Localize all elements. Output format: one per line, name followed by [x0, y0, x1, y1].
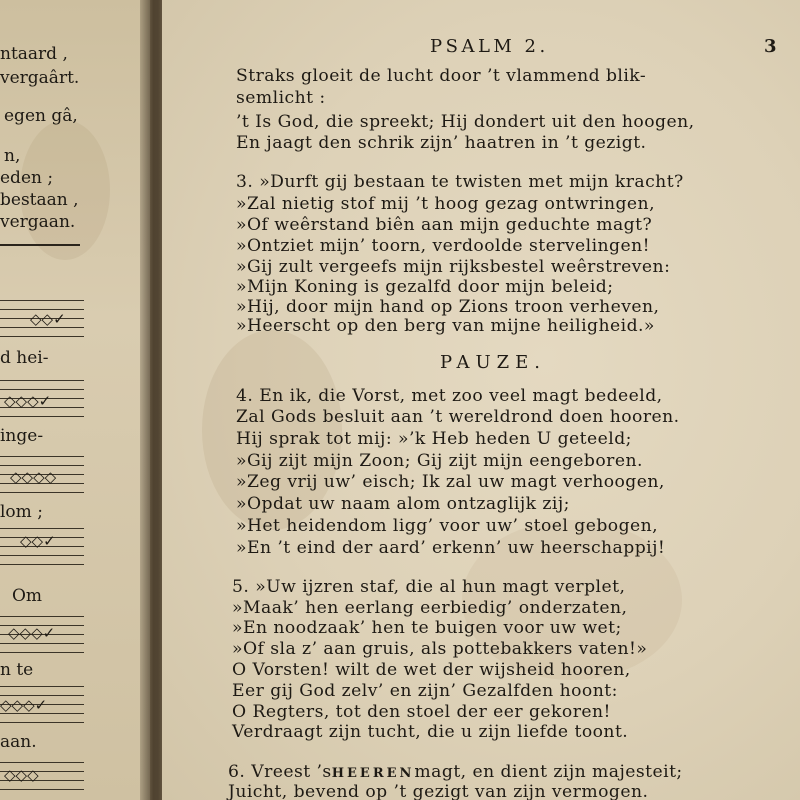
music-staff — [0, 686, 84, 726]
pauze-heading: PAUZE. — [440, 352, 546, 373]
poem-line: ’t Is God, die spreekt; Hij dondert uit den hoogen, — [236, 112, 695, 132]
music-note-icon: ◇◇◇◇ — [10, 468, 57, 486]
music-staff — [0, 762, 84, 800]
left-text-line: ntaard , — [0, 44, 68, 64]
verse6-suffix: magt, en dient zijn majesteit; — [414, 762, 683, 782]
music-staff — [0, 456, 84, 496]
music-note-icon: ◇◇✓ — [20, 532, 56, 550]
poem-line: »Zeg vrij uw’ eisch; Ik zal uw magt verhoogen, — [236, 472, 665, 492]
music-note-icon: ◇◇✓ — [30, 310, 66, 328]
poem-line: »En noodzaak’ hen te buigen voor uw wet; — [232, 618, 622, 638]
poem-line: »Maak’ hen eerlang eerbiedig’ onderzaten, — [232, 598, 628, 618]
poem-line: »Heerscht op den berg van mijne heiligheid.» — [236, 316, 655, 336]
poem-line: Straks gloeit de lucht door ’t vlammend blik- — [236, 66, 647, 86]
music-note-icon: ◇◇◇✓ — [4, 392, 52, 410]
music-note-icon: ◇◇◇✓ — [0, 696, 48, 714]
poem-line: »Of sla z’ aan gruis, als pottebakkers vaten!» — [232, 639, 648, 659]
left-text-line: inge- — [0, 426, 44, 446]
left-text-line: vergaârt. — [0, 68, 80, 88]
poem-line — [228, 762, 683, 784]
poem-line: »Gij zult vergeefs mijn rijksbestel weêrstreven: — [236, 257, 671, 277]
left-text-line: Om — [12, 586, 43, 606]
verse6-prefix: 6. Vreest ’s — [228, 762, 332, 782]
music-note-icon: ◇◇◇ — [4, 766, 39, 784]
left-text-line: eden ; — [0, 168, 54, 188]
left-text-line: vergaan. — [0, 212, 76, 232]
poem-line: »Ontziet mijn’ toorn, verdoolde stervelingen! — [236, 236, 651, 256]
left-page — [0, 0, 150, 800]
left-text-line: lom ; — [0, 502, 43, 522]
poem-line: Eer gij God zelv’ en zijn’ Gezalfden hoont: — [232, 681, 618, 701]
left-text-line: d hei- — [0, 348, 49, 368]
poem-line: O Regters, tot den stoel der eer gekoren! — [232, 702, 611, 722]
left-text-line: bestaan , — [0, 190, 79, 210]
poem-line: En jaagt den schrik zijn’ haatren in ’t gezigt. — [236, 133, 647, 153]
poem-line: »En ’t eind der aard’ erkenn’ uw heerschappij! — [236, 538, 666, 558]
music-note-icon: ◇◇◇✓ — [8, 624, 56, 642]
poem-line: Zal Gods besluit aan ’t wereldrond doen hooren. — [236, 407, 680, 427]
poem-line: Juicht, bevend op ’t gezigt van zijn vermogen. — [228, 782, 649, 800]
left-text-line: aan. — [0, 732, 37, 752]
poem-line: 5. »Uw ijzren staf, die al hun magt verplet, — [232, 577, 626, 597]
poem-line: Verdraagt zijn tucht, die u zijn liefde toont. — [232, 722, 629, 742]
poem-line: Hij sprak tot mij: »’k Heb heden U geteeld; — [236, 429, 632, 449]
poem-line: »Of weêrstand biên aan mijn geduchte magt? — [236, 215, 653, 235]
page-title: PSALM 2. — [430, 36, 549, 57]
poem-line: 3. »Durft gij bestaan te twisten met mijn kracht? — [236, 172, 684, 192]
left-text-line: egen gâ, — [4, 106, 78, 126]
verse6-heeren: HEEREN — [331, 766, 415, 781]
poem-line: »Opdat uw naam alom ontzaglijk zij; — [236, 494, 570, 514]
poem-line: »Gij zijt mijn Zoon; Gij zijt mijn eengeboren. — [236, 451, 643, 471]
poem-line: semlicht : — [236, 88, 326, 108]
poem-line: »Zal nietig stof mij ’t hoog gezag ontwringen, — [236, 194, 655, 214]
poem-line: »Mijn Koning is gezalfd door mijn beleid; — [236, 277, 614, 297]
music-staff — [0, 380, 84, 420]
music-staff — [0, 616, 84, 656]
left-text-line: n, — [4, 146, 21, 166]
poem-line: »Het heidendom ligg’ voor uw’ stoel gebogen, — [236, 516, 659, 536]
music-staff — [0, 300, 84, 340]
page-number: 3 — [764, 36, 777, 57]
poem-line: 4. En ik, die Vorst, met zoo veel magt bedeeld, — [236, 386, 663, 406]
poem-line: O Vorsten! wilt de wet der wijsheid hooren, — [232, 660, 631, 680]
poem-line: »Hij, door mijn hand op Zions troon verheven, — [236, 297, 660, 317]
left-text-line: n te — [0, 660, 34, 680]
left-divider-rule — [0, 244, 80, 246]
music-staff — [0, 528, 84, 568]
